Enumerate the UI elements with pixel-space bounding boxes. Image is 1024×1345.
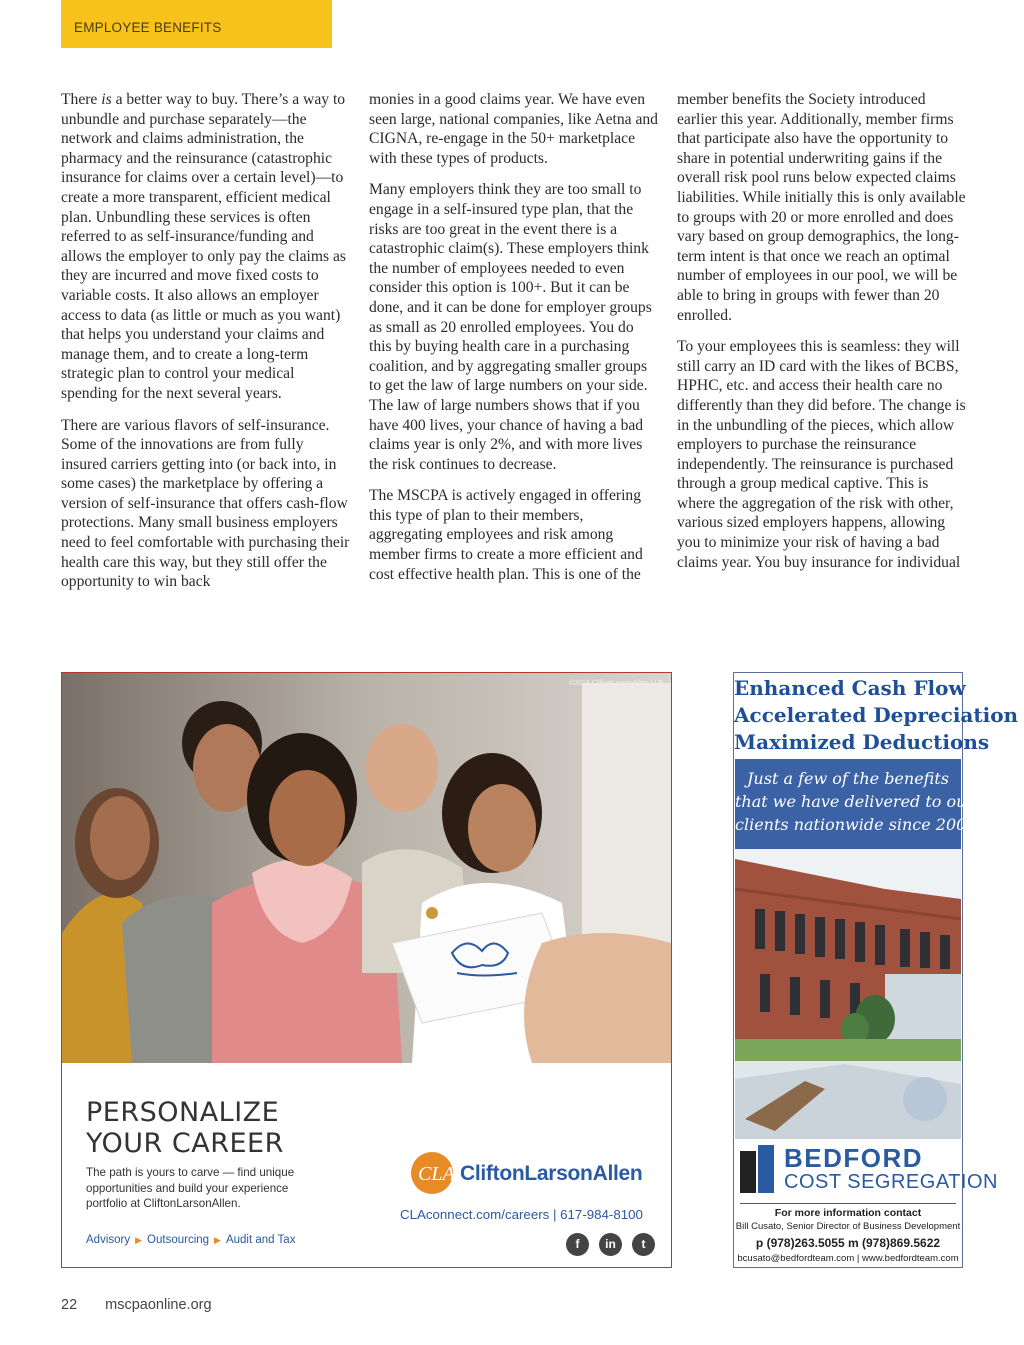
service-advisory[interactable]: Advisory [86,1234,131,1246]
page-number: 22 [61,1297,78,1313]
article-paragraph: Many employers think they are too small to engage in a self-insured type plan, that the risks are too great in the event there is a catastrophic claim(s). These employers think the number of employees needed to even consider this option is 100+. But it can be done, and it can be done for employer groups as small as 20 enrolled employees. You do this by buying health care in a purchasing coalition, and by aggregating smaller groups to get the law of large numbers on your side. The law of large numbers shows that if you have 400 lives, your chance of having a bad claims year is only 2%, and with more lives the risk continues to decrease. [369,181,652,473]
bedford-divider [740,1203,956,1204]
bedford-headline-3: Maximized Deductions [734,730,990,754]
facebook-icon[interactable]: f [566,1233,589,1256]
cla-contact[interactable]: CLAconnect.com/careers | 617-984-8100 [400,1207,643,1222]
section-label: EMPLOYEE BENEFITS [74,20,222,35]
triangle-right-icon: ▶ [214,1235,221,1245]
service-audit-tax[interactable]: Audit and Tax [225,1234,296,1246]
article-column-1 [61,90,351,604]
bedford-tagline [735,759,982,849]
cla-headline-line-1: PERSONALIZE [86,1097,280,1128]
cla-copyright: ©2015 CliftonLarsonAllen LLP [569,680,663,687]
cla-social-icons [566,1233,658,1259]
cla-body-text: The path is yours to carve — find unique opportunities and build your experience portfolio at CliftonLarsonAllen. [86,1166,295,1210]
building-logo-icon [734,1141,782,1199]
cla-logo-mark-icon [408,1150,460,1196]
cla-headline-line-2: YOUR CAREER [86,1128,284,1159]
bedford-tagline-3: clients nationwide since 2002. [735,815,982,834]
cla-logo [408,1150,660,1196]
building-illustration [735,849,961,1139]
article-column-3 [677,90,967,584]
triangle-right-icon: ▶ [135,1235,143,1245]
bedford-tagline-2: that we have delivered to our [735,792,975,811]
footer-site[interactable]: mscpaonline.org [105,1297,212,1313]
article-paragraph: To your employees this is seamless: they will still carry an ID card with the likes of BCBS, HPHC, etc. and access their health care no differently than they did before. The change is in the unbundling of the pieces, which allow employers to purchase the reinsurance independently. The reinsurance is purchased through a group medical captive. This is where the aggregation of the risk with other, various sized employers happens, allowing you to minimize your risk of having a bad claims year. You buy insurance for individual [677,338,966,571]
article-paragraph: monies in a good claims year. We have even seen large, national companies, like Aetna and CIGNA, re-engage in the 50+ marketplace with these types of products. [369,91,658,167]
bedford-contact [734,1207,962,1264]
article-column-2 [369,90,659,596]
cla-photo-illustration [62,673,671,1063]
article-paragraph: There are various flavors of self-insurance. Some of the innovations are from fully insured carriers getting into (or back into, in some cases) the marketplace by offering a version of self-insurance that offers cash-flow protections. Many small business employers need to feel comfortable with purchasing their health care this way, but they still offer the opportunity to win back [61,416,350,591]
bedford-logo [734,1141,998,1199]
article-paragraph: The MSCPA is actively engaged in offering this type of plan to their members, aggregating employees and risk among member firms to create a more efficient and cost effective health plan. This is one of the [369,487,643,583]
bedford-advertisement[interactable] [733,672,1019,1268]
cla-headline [86,1097,284,1159]
contact-title: For more information contact [774,1207,922,1219]
bedford-tagline-1: Just a few of the benefits [747,769,949,788]
contact-emails[interactable]: bcusato@bedfordteam.com | www.bedfordteam.com [737,1253,959,1264]
contact-phones[interactable]: p (978)263.5055 m (978)869.5622 [755,1236,941,1250]
bedford-headlines [734,673,1019,756]
cla-services-list [86,1234,295,1246]
bedford-logo-sub: COST SEGREGATION [784,1171,998,1193]
article-paragraph: There is a better way to buy. There’s a way to unbundle and purchase separately—the network and claims administration, the pharmacy and the reinsurance (catastrophic insurance for claims over a certain level)—to create a more transparent, efficient medical plan. Unbundling these services is often referred to as self-insurance/funding and allows the employer to only pay the claims as they are incurred and move fixed costs to variable costs. It also allows an employer access to data (as little or much as you want) that helps you understand your claims and manage them, and to create a long-term strategic plan to control your medical spending for the next several years. [61,91,346,402]
linkedin-icon[interactable]: in [599,1233,622,1256]
twitter-icon[interactable]: t [632,1233,655,1256]
bedford-logo-name: BEDFORD [784,1143,924,1173]
article-paragraph: member benefits the Society introduced earlier this year. Additionally, member firms that participate also have the opportunity to share in potential underwriting gains if the overall risk pool runs below expected claims liabilities. While initially this is only available to groups with 20 or more enrolled and does vary based on group demographics, the long-term intent is that once we reach an optimal number of employees in our pool, we will be able to bring in groups with fewer than 20 enrolled. [677,91,966,324]
section-tab [61,0,332,48]
bedford-building-photo [735,849,961,1139]
bedford-headline-2: Accelerated Depreciation [734,703,1019,727]
cla-team-photo [62,673,671,1063]
cla-advertisement[interactable] [61,672,672,1268]
contact-name: Bill Cusato, Senior Director of Business Development [735,1221,961,1232]
page-footer [61,1297,212,1313]
service-outsourcing[interactable]: Outsourcing [147,1234,210,1246]
cla-logo-text: CliftonLarsonAllen [460,1162,643,1185]
svg-text:CLA: CLA [418,1163,455,1185]
bedford-headline-1: Enhanced Cash Flow [734,676,966,700]
